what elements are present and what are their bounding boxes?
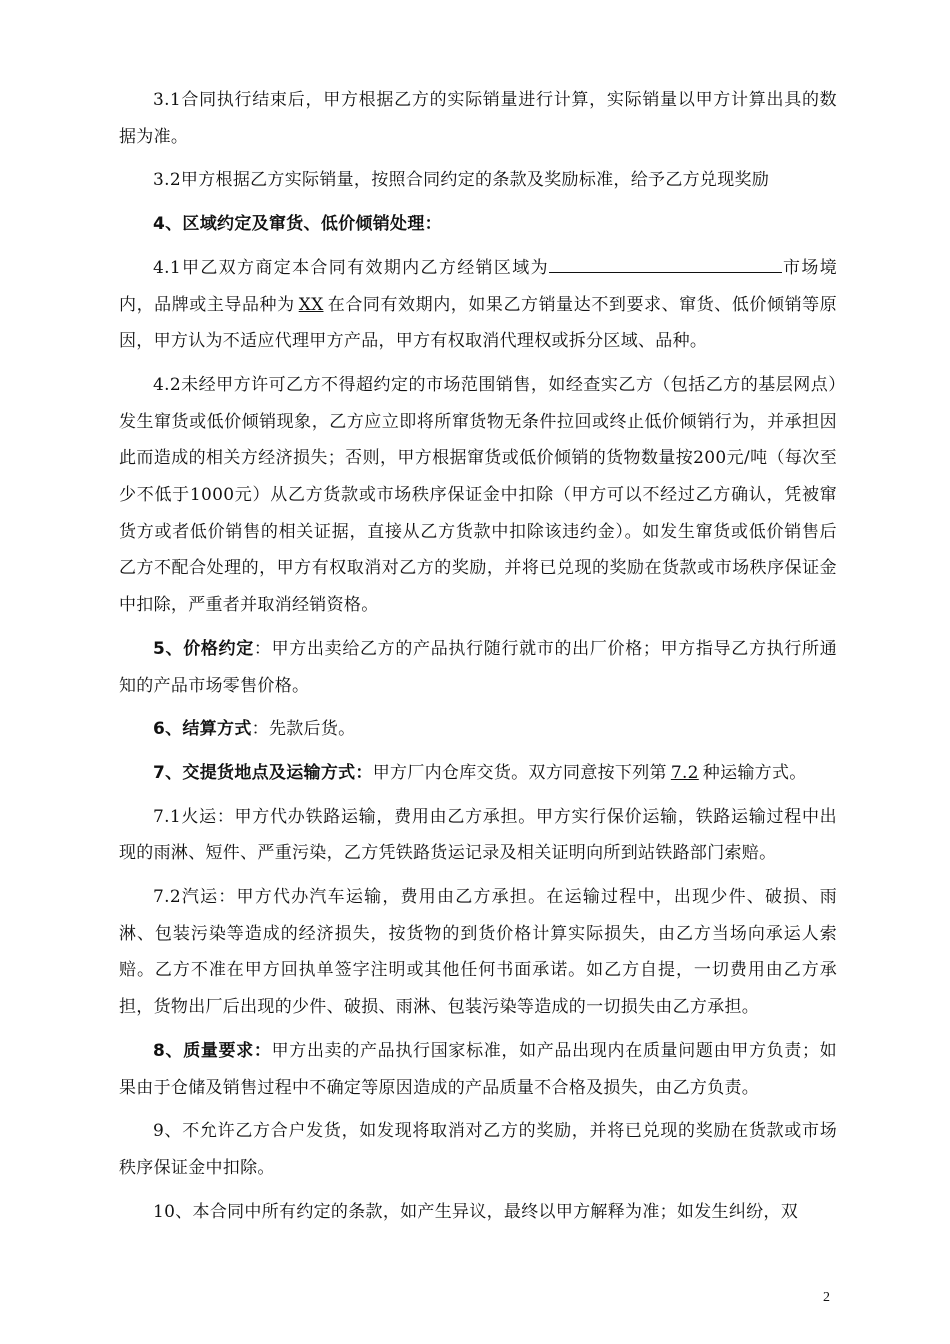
section-6-heading: 6、结算方式 (153, 719, 252, 740)
clause-4-1 (119, 250, 837, 360)
clause-7 (119, 755, 837, 792)
clause-8 (119, 1033, 837, 1106)
clause-8-text: 甲方出卖的产品执行国家标准，如产品出现内在质量问题由甲方负责；如果由于仓储及销售过程中不确定等原因造成的产品质量不合格及损失，由乙方负责。 (119, 1040, 837, 1098)
clause-9: 9、不允许乙方合户发货，如发现将取消对乙方的奖励，并将已兑现的奖励在货款或市场秩序保证金中扣除。 (119, 1121, 837, 1178)
clause-4-1-text-b: 市场境内，品牌或主导品种为 (119, 257, 837, 315)
clause-5 (119, 631, 837, 704)
product-underlined: XX (298, 294, 324, 315)
region-blank-field (549, 254, 782, 273)
clause-6-text: ：先款后货。 (251, 719, 356, 740)
clause-7-2: 7.2汽运：甲方代办汽车运输，费用由乙方承担。在运输过程中，出现少件、破损、雨淋、包装污染等造成的经济损失，按货物的到货价格计算实际损失，由乙方当场向承运人索赔。乙方不准在甲方回执单签字注明或其他任何书面承诺。如乙方自提，一切费用由乙方承担，货物出厂后出现的少件、破损、雨淋、包装污染等造成的一切损失由乙方承担。 (119, 887, 837, 1018)
section-8-heading: 8、质量要求： (153, 1040, 272, 1061)
clause-3-2: 3.2甲方根据乙方实际销量，按照合同约定的条款及奖励标准，给予乙方兑现奖励 (153, 170, 770, 191)
section-7-heading: 7、交提货地点及运输方式： (153, 762, 373, 783)
section-4-heading: 4、区域约定及窜货、低价倾销处理： (153, 214, 442, 235)
clause-10: 10、本合同中所有约定的条款，如产生异议，最终以甲方解释为准；如发生纠纷，双 (153, 1201, 799, 1222)
section-5-heading: 5、价格约定 (153, 638, 254, 659)
transport-choice-underlined: 7.2 (670, 762, 699, 783)
clause-4-1-text-c: 在合同有效期内，如果乙方销量达不到要求、窜货、低价倾销等原因，甲方认为不适应代理甲方产品，甲方有权取消代理权或拆分区域、品种。 (119, 294, 838, 352)
clause-6 (119, 711, 837, 748)
clause-5-text: ：甲方出卖给乙方的产品执行随行就市的出厂价格；甲方指导乙方执行所通知的产品市场零售价格。 (119, 638, 837, 696)
document-body (119, 82, 837, 1237)
clause-4-2: 4.2未经甲方许可乙方不得超约定的市场范围销售，如经查实乙方（包括乙方的基层网点）发生窜货或低价倾销现象，乙方应立即将所窜货物无条件拉回或终止低价倾销行为，并承担因此而造成的相关方经济损失；否则，甲方根据窜货或低价倾销的货物数量按200元/吨（每次至少不低于1000元）从乙方货款或市场秩序保证金中扣除（甲方可以不经过乙方确认，凭被窜货方或者低价销售的相关证据，直接从乙方货款中扣除该违约金）。如发生窜货或低价销售后乙方不配合处理的，甲方有权取消对乙方的奖励，并将已兑现的奖励在货款或市场秩序保证金中扣除，严重者并取消经销资格。 (119, 374, 837, 616)
clause-4-1-text-a: 4.1甲乙双方商定本合同有效期内乙方经销区域为 (153, 257, 549, 278)
clause-7-text-a: 甲方厂内仓库交货。双方同意按下列第 (372, 762, 667, 783)
clause-7-1: 7.1火运：甲方代办铁路运输，费用由乙方承担。甲方实行保价运输，铁路运输过程中出现的雨淋、短件、严重污染，乙方凭铁路货运记录及相关证明向所到站铁路部门索赔。 (119, 806, 837, 864)
clause-3-1: 3.1合同执行结束后，甲方根据乙方的实际销量进行计算，实际销量以甲方计算出具的数据为准。 (119, 90, 837, 147)
clause-7-text-b: 种运输方式。 (702, 762, 807, 783)
page-number: 2 (823, 1290, 830, 1305)
